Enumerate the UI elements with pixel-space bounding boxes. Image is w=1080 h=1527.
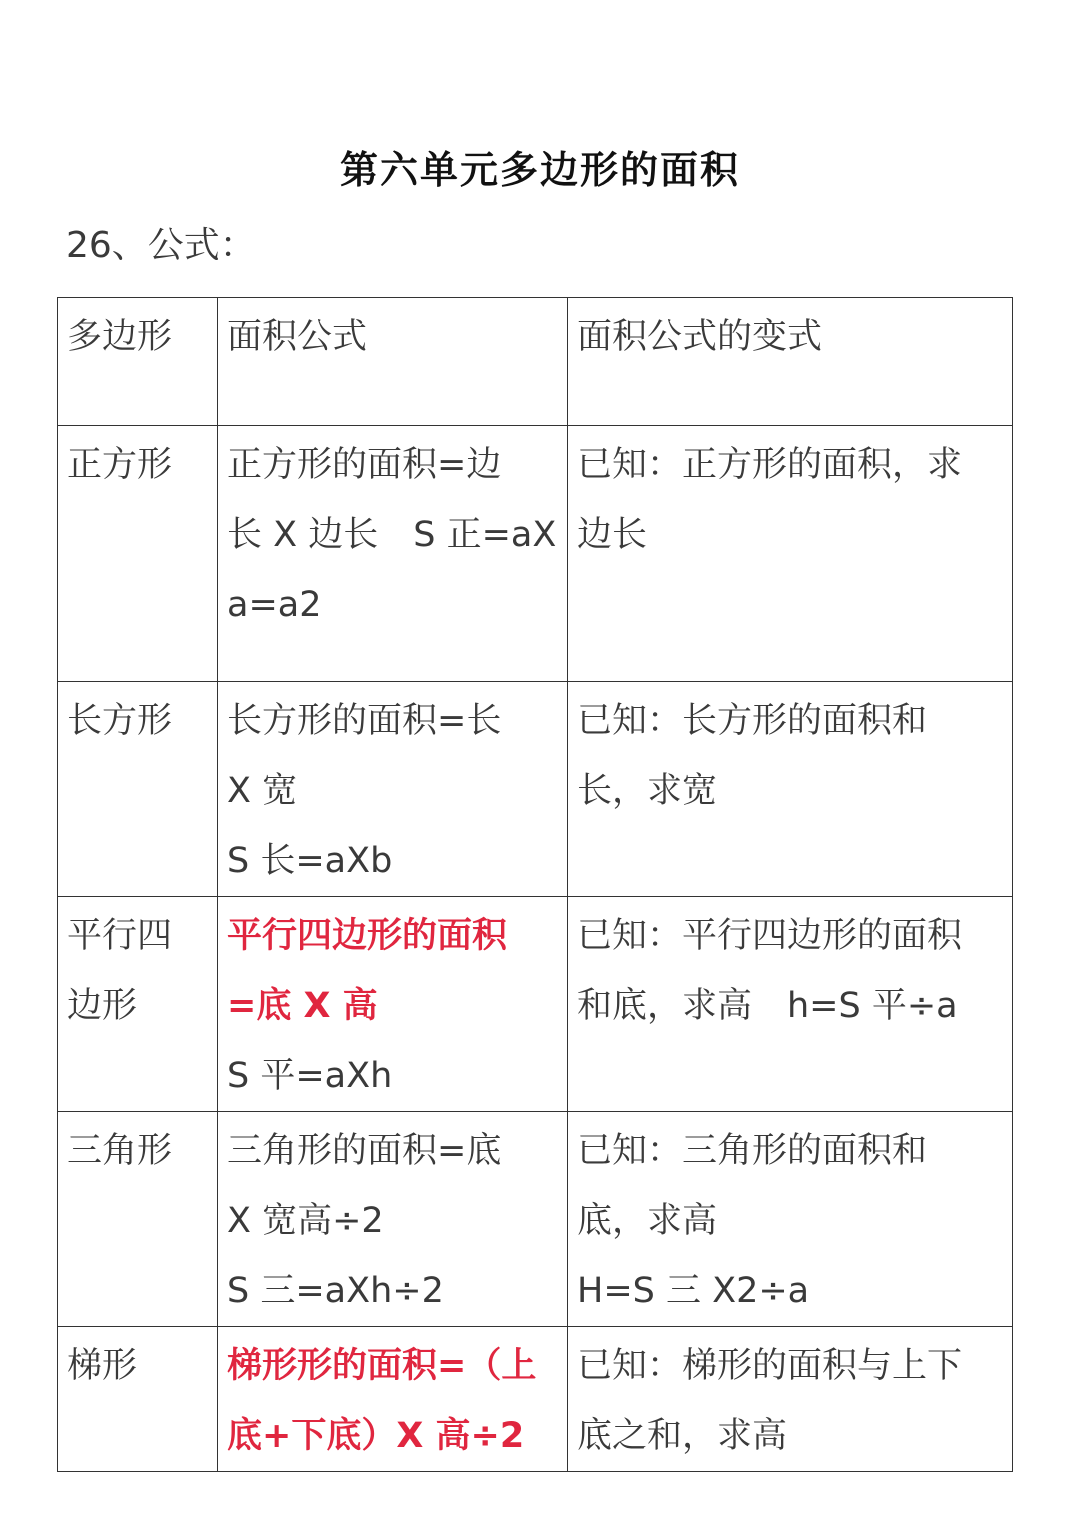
formula-cell: 三角形的面积=底 X 宽高÷2 S 三=aXh÷2: [218, 1112, 568, 1327]
formula-cell: 长方形的面积=长 X 宽 S 长=aXb: [218, 682, 568, 897]
shape-cell: 平行四 边形: [58, 897, 218, 1112]
variant-cell: 已知：平行四边形的面积 和底，求高 h=S 平÷a: [568, 897, 1013, 1112]
variant-cell: 已知：三角形的面积和 底，求高 H=S 三 X2÷a: [568, 1112, 1013, 1327]
variant-cell: 已知：正方形的面积，求 边长: [568, 426, 1013, 682]
page-title: 第六单元多边形的面积: [339, 148, 740, 192]
header-shape: 多边形: [58, 298, 218, 426]
formula-cell: 正方形的面积=边 长 X 边长 S 正=aX a=a2: [218, 426, 568, 682]
shape-cell: 梯形: [58, 1327, 218, 1472]
shape-cell: 长方形: [58, 682, 218, 897]
header-formula: 面积公式: [218, 298, 568, 426]
table-row-triangle: [58, 1112, 1013, 1327]
table-row-square: [58, 426, 1013, 682]
table-header-row: [58, 298, 1013, 426]
highlighted-formula: 梯形形的面积=（上: [227, 1346, 537, 1386]
table-row-trapezoid: [58, 1327, 1013, 1472]
highlighted-formula: 平行四边形的面积: [227, 916, 508, 956]
header-variant: 面积公式的变式: [568, 298, 1013, 426]
section-label: 26、公式：: [66, 225, 256, 266]
table-row-rectangle: [58, 682, 1013, 897]
table-row-parallelogram: [58, 897, 1013, 1112]
variant-cell: 已知：长方形的面积和 长，求宽: [568, 682, 1013, 897]
variant-cell: 已知：梯形的面积与上下 底之和，求高: [568, 1327, 1013, 1472]
formula-cell: 平行四边形的面积 =底 X 高 S 平=aXh: [218, 897, 568, 1112]
shape-cell: 正方形: [58, 426, 218, 682]
highlighted-formula: =底 X 高: [227, 986, 378, 1026]
highlighted-formula: 底+下底）X 高÷2: [227, 1416, 525, 1456]
formula-cell: [218, 1327, 568, 1472]
area-formula-table: [57, 297, 1013, 1472]
shape-cell: 三角形: [58, 1112, 218, 1327]
